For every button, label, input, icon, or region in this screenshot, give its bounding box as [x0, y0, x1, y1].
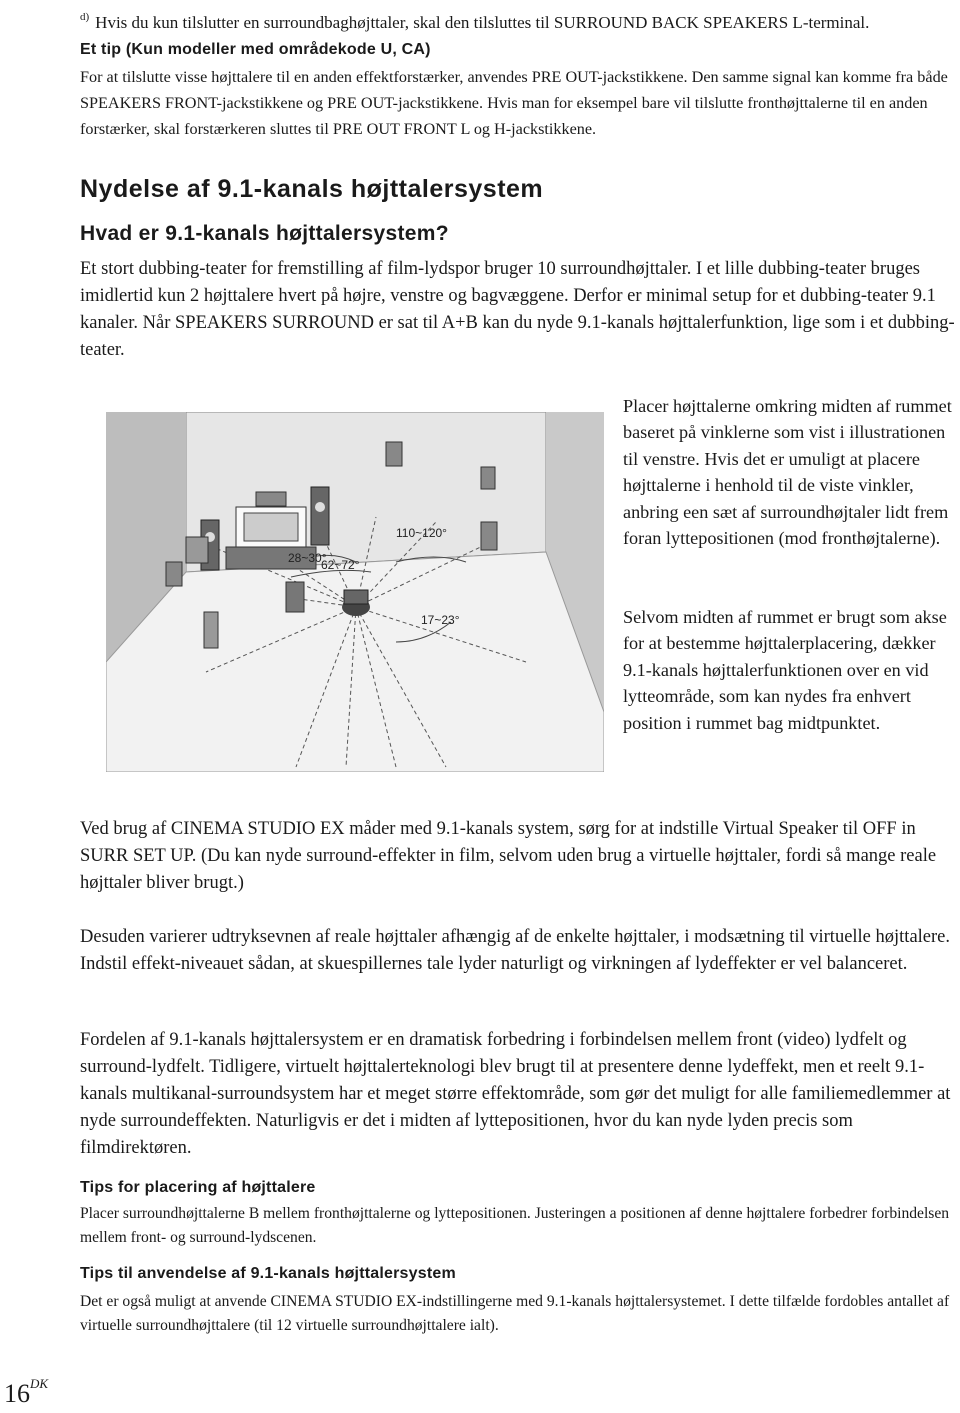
angle-label-front: 28~30° [288, 551, 327, 565]
tip-heading: Et tip (Kun modeller med områdekode U, CA) [80, 41, 431, 58]
tips-usage-heading: Tips til anvendelse af 9.1-kanals højttalersystem [80, 1265, 456, 1282]
tips-usage-body: Det er også muligt at anvende CINEMA STUDIO EX-indstillingerne med 9.1-kanals højttalersystemet. I dette tilfælde fordobles antallet af virtuelle surroundhøjttalere (til 12 virtuelle surroundhøjttalere ialt). [80, 1293, 950, 1334]
tip-body: For at tilslutte visse højttalere til en anden effektforstærker, anvendes PRE OUT-jackstikkene. Den samme signal kan komme fra både SPEAKERS FRONT-jackstikkene og PRE OUT-jackstikkene. Hvis man for eksempel bare vil tilslutte fronthøjttalerne til en anden forstærker, skal forstærkeren sluttes til PRE OUT FRONT L og H-jackstikkene. [80, 68, 948, 138]
page-region: DK [30, 1376, 49, 1391]
page-number [4, 1376, 48, 1409]
tips-placement-heading: Tips for placering af højttalere [80, 1179, 316, 1196]
intro-paragraph: Et stort dubbing-teater for fremstilling af film-lydspor bruger 10 surroundhøjttaler. I et lille dubbing-teater bruges imidlertid kun 2 højttalere hvert på højre, venstre og bagvæggene. Derfor er minimal setup for et dubbing-teater 9.1 kanaler. Når SPEAKERS SURROUND er sat til A+B kan du nyde 9.1-kanals højttalerfunktion, lige som i et dubbing-teater. [80, 259, 955, 360]
body-paragraph-1: Ved brug af CINEMA STUDIO EX måder med 9.1-kanals system, sørg for at indstille Virtual Speaker til OFF in SURR SET UP. (Du kan nyde surround-effekter in film, selvom uden brug a virtuelle højttaler, fordi så mange reale højttaler bliver brugt.) [80, 819, 937, 893]
body-paragraph-3: Fordelen af 9.1-kanals højttalersystem er en dramatisk forbedring i forbindelsen mellem front (video) lydfelt og surround-lydfelt. Tidligere, virtuelt højttalerteknologi blev brugt til at presentere denne lydeffekt, men et reelt 9.1-kanals multikanal-surroundsystem har et meget større effektområde, som gør det muligt for alle familiemedlemmer at nyde surroundeffekten. Naturligvis er det i midten af lyttepositionen, hvor du kan nyde lyden precis som filmdirektøren. [80, 1030, 951, 1158]
footnote-text: Hvis du kun tilslutter en surroundbaghøjttaler, skal den tilsluttes til SURROUND BACK SPEAKERS L-terminal. [95, 13, 870, 32]
angle-label-side: 62~72° [321, 558, 360, 572]
angle-label-rear: 17~23° [421, 613, 460, 627]
footnote [80, 6, 955, 34]
page-number-value: 16 [4, 1379, 30, 1408]
angle-label-back: 110~120° [396, 526, 447, 540]
section-subtitle: Hvad er 9.1-kanals højttalersystem? [80, 222, 449, 245]
body-paragraph-2: Desuden varierer udtryksevnen af reale højttaler afhængig af de enkelte højttaler, i modsætning til virtuelle højttalere. Indstil effekt-niveauet sådan, at skuespillernes tale lyder naturligt og virkningen af lydeffekter er vel balanceret. [80, 927, 950, 974]
room-diagram [106, 412, 604, 772]
speaker-placement-illustration [106, 412, 604, 772]
tips-placement-body: Placer surroundhøjttalerne B mellem fronthøjttalerne og lyttepositionen. Justeringen a positionen af denne højttalere forbedrer forbindelsen mellem front- og surround-lydscenen. [80, 1205, 950, 1246]
side-paragraph-placement: Placer højttalerne omkring midten af rummet baseret på vinklerne som vist i illustrationen til venstre. Hvis det er umuligt at placere højttalerne i henhold til de viste vinkler, anbring een sæt af surroundhøjtaler lidt frem foran lyttepositionen (mod fronthøjtalerne). [623, 396, 952, 549]
section-title: Nydelse af 9.1-kanals højttalersystem [80, 175, 544, 203]
side-paragraph-center: Selvom midten af rummet er brugt som akse for at bestemme højttalerplacering, dækker 9.1-kanals højttalerfunktionen over en vid lytteområde, som kan nydes fra enhvert position i rummet bag midtpunktet. [623, 607, 947, 733]
footnote-marker: d) [80, 11, 90, 23]
